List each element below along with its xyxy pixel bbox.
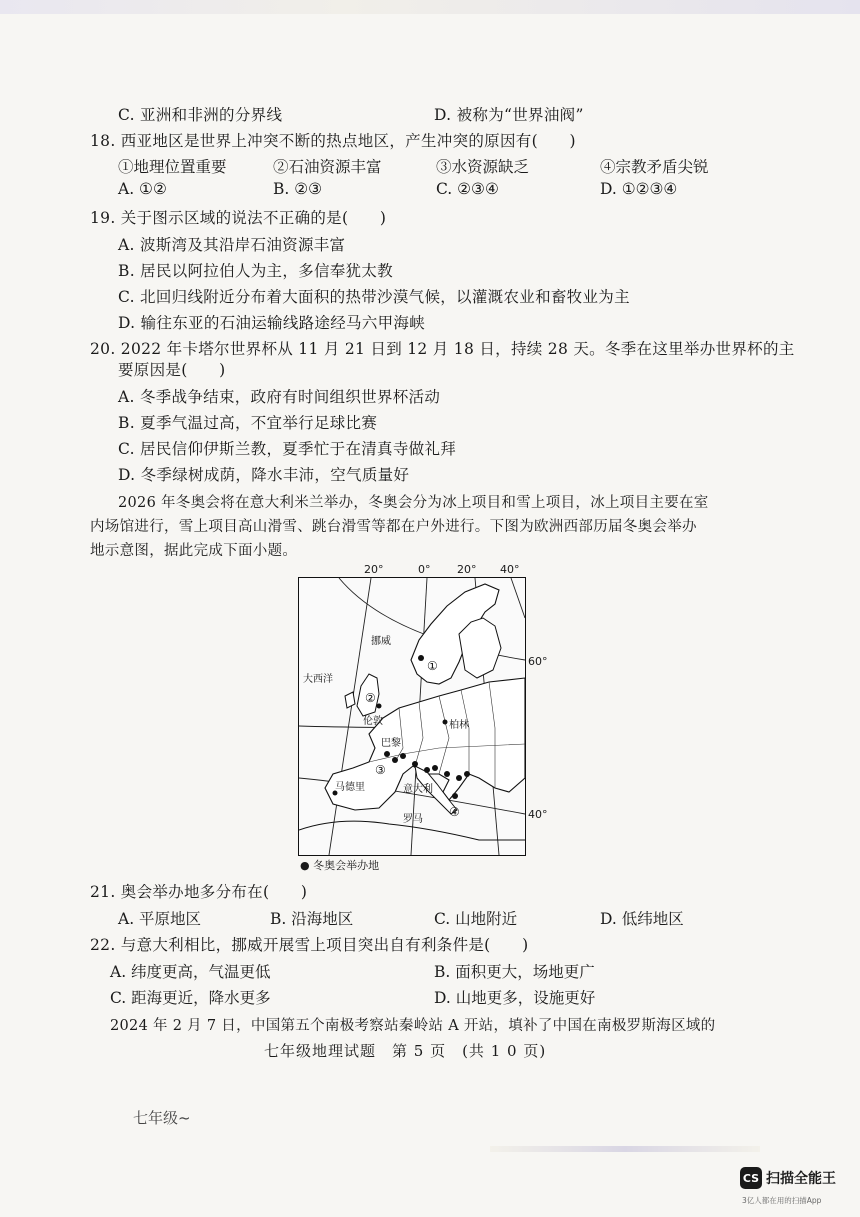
q17-option-c: C. 亚洲和非洲的分界线 <box>118 106 283 124</box>
label-london: 伦敦 <box>363 716 383 727</box>
camscanner-badge <box>740 1167 836 1189</box>
next-passage-line: 2024 年 2 月 7 日，中国第五个南极考察站秦岭站 A 开站，填补了中国在南极罗斯海区域的 <box>110 1018 716 1034</box>
q22-option-a: A. 纬度更高，气温更低 <box>110 963 271 981</box>
label-italy: 意大利 <box>403 784 433 795</box>
q22-option-c: C. 距海更近，降水更多 <box>110 989 271 1007</box>
q18-item-1: ①地理位置重要 <box>118 158 227 176</box>
q18-stem: 18. 西亚地区是世界上冲突不断的热点地区，产生冲突的原因有( ) <box>90 132 576 150</box>
q20-option-d: D. 冬季绿树成荫，降水丰沛，空气质量好 <box>118 466 410 484</box>
q20-option-a: A. 冬季战争结束，政府有时间组织世界杯活动 <box>118 388 441 406</box>
passage-line-1: 2026 年冬奥会将在意大利米兰举办，冬奥会分为冰上项目和雪上项目，冰上项目主要在室 <box>118 495 709 511</box>
map-legend: ● 冬奥会举办地 <box>300 859 380 872</box>
lon-label-0: 0° <box>418 563 431 576</box>
label-atlantic: 大西洋 <box>303 674 333 685</box>
q18-option-a: A. ①② <box>118 180 167 198</box>
label-berlin: 柏林 <box>449 720 469 731</box>
page-footer: 七年级地理试题 第 5 页 (共 1 0 页) <box>264 1042 547 1060</box>
ireland <box>345 692 355 708</box>
q21-option-a: A. 平原地区 <box>118 910 202 928</box>
label-rome: 罗马 <box>403 814 423 825</box>
q21-option-b: B. 沿海地区 <box>270 910 354 928</box>
europe-map-drawing <box>299 578 525 855</box>
q19-option-b: B. 居民以阿拉伯人为主，多信奉犹太教 <box>118 262 393 280</box>
q20-stem-line1: 20. 2022 年卡塔尔世界杯从 11 月 21 日到 12 月 18 日，持续 28 天。冬季在这里举办世界杯的主 <box>90 340 795 358</box>
q19-stem: 19. 关于图示区域的说法不正确的是( ) <box>90 209 387 227</box>
q22-stem: 22. 与意大利相比，挪威开展雪上项目突出自有利条件是( ) <box>90 936 529 954</box>
q18-option-b: B. ②③ <box>273 180 323 198</box>
lon-label-w20: 20° <box>364 563 384 576</box>
q19-option-c: C. 北回归线附近分布着大面积的热带沙漠气候，以灌溉农业和畜牧业为主 <box>118 288 630 306</box>
camscanner-tagline: 3亿人都在用的扫描App <box>742 1196 822 1205</box>
q19-option-a: A. 波斯湾及其沿岸石油资源丰富 <box>118 236 346 254</box>
marker-1: ① <box>427 659 438 673</box>
q22-option-b: B. 面积更大，场地更广 <box>434 963 595 981</box>
q22-option-d: D. 山地更多，设施更好 <box>434 989 596 1007</box>
marker-4: ④ <box>449 805 460 819</box>
handwritten-scribble: 七年级~ <box>133 1109 191 1127</box>
camscanner-brand: 扫描全能王 <box>766 1171 836 1187</box>
lat-label-60: 60° <box>528 655 548 668</box>
q18-option-c: C. ②③④ <box>436 180 499 198</box>
scan-bottom-edge <box>490 1146 760 1152</box>
camscanner-logo-icon: CS <box>740 1167 762 1189</box>
q18-item-2: ②石油资源丰富 <box>273 158 382 176</box>
lon-label-e20: 20° <box>457 563 477 576</box>
label-paris: 巴黎 <box>381 738 401 749</box>
passage-line-3: 地示意图，据此完成下面小题。 <box>90 543 298 559</box>
label-norway: 挪威 <box>371 636 391 647</box>
lon-label-e40: 40° <box>500 563 520 576</box>
label-madrid: 马德里 <box>335 782 365 793</box>
q18-item-3: ③水资源缺乏 <box>436 158 530 176</box>
q21-option-c: C. 山地附近 <box>434 910 518 928</box>
finland <box>459 618 501 678</box>
q21-stem: 21. 奥会举办地多分布在( ) <box>90 883 308 901</box>
q17-option-d: D. 被称为“世界油阀” <box>434 106 584 124</box>
q20-option-c: C. 居民信仰伊斯兰教，夏季忙于在清真寺做礼拜 <box>118 440 457 458</box>
q18-item-4: ④宗教矛盾尖锐 <box>600 158 709 176</box>
q18-option-d: D. ①②③④ <box>600 180 678 198</box>
europe-map <box>298 577 526 856</box>
q21-option-d: D. 低纬地区 <box>600 910 684 928</box>
q20-option-b: B. 夏季气温过高，不宜举行足球比赛 <box>118 414 378 432</box>
passage-line-2: 内场馆进行，雪上项目高山滑雪、跳台滑雪等都在户外进行。下图为欧洲西部历届冬奥会举办 <box>90 519 697 535</box>
marker-2: ② <box>365 691 376 705</box>
lat-label-40: 40° <box>528 808 548 821</box>
q20-stem-line2: 要原因是( ) <box>118 361 226 379</box>
scan-top-edge <box>0 0 860 14</box>
marker-3: ③ <box>375 763 386 777</box>
q19-option-d: D. 输往东亚的石油运输线路途经马六甲海峡 <box>118 314 426 332</box>
